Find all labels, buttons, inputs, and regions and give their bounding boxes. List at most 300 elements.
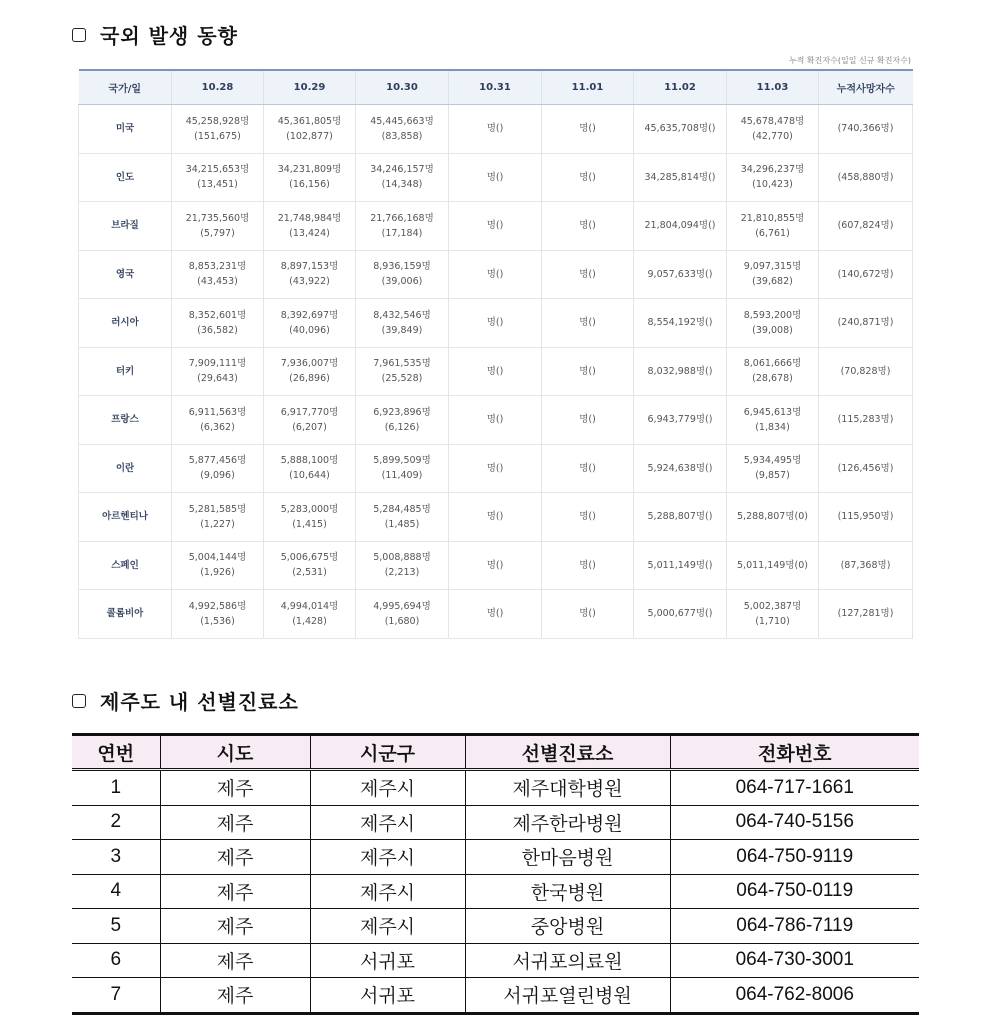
cumulative-count: 7,909,111명 xyxy=(188,358,247,370)
case-count-cell xyxy=(449,202,542,251)
cumulative-count: 5,284,485명 xyxy=(373,503,431,515)
case-count-cell xyxy=(727,590,819,639)
cumulative-count: 6,923,896명 xyxy=(373,406,431,418)
table-header-row xyxy=(72,735,919,770)
daily-new-count: (17,184) xyxy=(381,227,423,239)
case-count-cell xyxy=(449,396,542,445)
daily-new-count: (1,536) xyxy=(200,615,235,627)
cumulative-count: (140,672명) xyxy=(837,268,894,280)
country-cell: 터키 xyxy=(79,347,172,396)
case-count-cell xyxy=(542,250,634,299)
cumulative-count: 8,897,153명 xyxy=(280,261,339,273)
table-row xyxy=(79,493,913,542)
cumulative-count: 명() xyxy=(579,220,596,232)
cumulative-count: (115,283명) xyxy=(837,414,894,426)
cumulative-count: 명() xyxy=(579,559,596,571)
daily-new-count: (10,423) xyxy=(752,179,793,191)
daily-new-count: (1,415) xyxy=(292,518,327,530)
case-count-cell xyxy=(727,396,819,445)
cumulative-count: 명() xyxy=(486,171,504,183)
case-count-cell xyxy=(172,153,264,202)
daily-new-count: (14,348) xyxy=(381,179,423,191)
case-count-cell xyxy=(449,105,542,154)
case-count-cell xyxy=(819,105,913,154)
cumulative-count: 8,554,192명() xyxy=(647,317,713,329)
cumulative-count: 8,352,601명 xyxy=(188,309,247,321)
daily-new-count: (39,682) xyxy=(752,276,793,288)
case-count-cell xyxy=(356,299,449,348)
cumulative-count: (70,828명) xyxy=(840,365,891,377)
case-count-cell xyxy=(542,202,634,251)
case-count-cell xyxy=(819,541,913,590)
clinic-name-cell: 서귀포의료원 xyxy=(465,943,670,978)
header-cell: 전화번호 xyxy=(670,735,919,770)
case-count-cell xyxy=(819,250,913,299)
header-cell: 연번 xyxy=(72,735,160,770)
case-count-cell xyxy=(542,493,634,542)
case-count-cell xyxy=(449,444,542,493)
daily-new-count: (6,761) xyxy=(755,227,790,239)
table-row xyxy=(79,299,913,348)
case-count-cell xyxy=(542,590,634,639)
case-count-cell xyxy=(356,347,449,396)
case-count-cell xyxy=(172,347,264,396)
cumulative-count: 명() xyxy=(579,511,596,523)
clinic-name-cell: 제주대학병원 xyxy=(465,770,670,806)
header-cell: 시군구 xyxy=(310,735,465,770)
case-count-cell xyxy=(264,202,356,251)
case-count-cell xyxy=(542,105,634,154)
daily-new-count: (9,096) xyxy=(200,470,235,482)
country-cell: 프랑스 xyxy=(79,396,172,445)
row-number-cell: 5 xyxy=(72,909,160,944)
cumulative-count: 6,945,613명 xyxy=(743,406,802,418)
table-row xyxy=(79,396,913,445)
case-count-cell xyxy=(264,444,356,493)
cumulative-count: 7,936,007명 xyxy=(280,358,339,370)
table-row xyxy=(79,590,913,639)
header-cell: 11.02 xyxy=(634,70,727,105)
cumulative-count: 34,231,809명 xyxy=(277,164,342,176)
section-title-text: 제주도 내 선별진료소 xyxy=(100,690,299,714)
daily-new-count: (1,710) xyxy=(755,615,790,627)
cumulative-count: 명() xyxy=(486,317,504,329)
cumulative-count: (126,456명) xyxy=(837,462,894,474)
case-count-cell xyxy=(172,250,264,299)
daily-new-count: (83,858) xyxy=(381,130,423,142)
case-count-cell xyxy=(819,590,913,639)
case-count-cell xyxy=(356,105,449,154)
daily-new-count: (1,485) xyxy=(384,518,420,530)
table-row xyxy=(79,541,913,590)
header-cell: 11.01 xyxy=(542,70,634,105)
province-cell: 제주 xyxy=(160,805,310,840)
case-count-cell xyxy=(449,347,542,396)
table-row xyxy=(72,943,919,978)
daily-new-count: (43,922) xyxy=(289,276,330,288)
province-cell: 제주 xyxy=(160,840,310,875)
section-title-jeju-clinics xyxy=(72,686,299,715)
case-count-cell xyxy=(727,541,819,590)
table-row xyxy=(72,805,919,840)
daily-new-count: (39,006) xyxy=(381,276,423,288)
clinic-name-cell: 한국병원 xyxy=(465,874,670,909)
daily-new-count: (1,227) xyxy=(200,518,235,530)
cumulative-count: 명() xyxy=(579,608,596,620)
case-count-cell xyxy=(356,493,449,542)
case-count-cell xyxy=(727,347,819,396)
cumulative-count: 5,288,807명(0) xyxy=(737,511,808,523)
cumulative-count: 9,097,315명 xyxy=(743,261,802,273)
row-number-cell: 6 xyxy=(72,943,160,978)
cumulative-count: 5,011,149명(0) xyxy=(737,559,808,571)
section-title-international xyxy=(72,20,238,49)
table-row xyxy=(79,444,913,493)
country-cell: 러시아 xyxy=(79,299,172,348)
clinic-name-cell: 제주한라병원 xyxy=(465,805,670,840)
cumulative-count: 34,285,814명() xyxy=(644,171,716,183)
cumulative-count: 5,283,000명 xyxy=(280,503,339,515)
daily-new-count: (39,008) xyxy=(752,324,793,336)
cumulative-count: 명() xyxy=(486,559,504,571)
case-count-cell xyxy=(542,153,634,202)
cumulative-count: 8,853,231명 xyxy=(188,261,247,273)
country-cell: 브라질 xyxy=(79,202,172,251)
cumulative-count: 9,057,633명() xyxy=(647,268,713,280)
cumulative-count: 5,281,585명 xyxy=(188,503,247,515)
table-unit-note: 누적 확진자수(일일 신규 확진자수) xyxy=(788,56,911,65)
daily-new-count: (26,896) xyxy=(289,373,330,385)
case-count-cell xyxy=(819,202,913,251)
cumulative-count: 45,361,805명 xyxy=(277,115,342,127)
cumulative-count: 6,911,563명 xyxy=(188,406,247,418)
case-count-cell xyxy=(634,590,727,639)
cumulative-count: 명() xyxy=(579,171,596,183)
cumulative-count: 5,004,144명 xyxy=(188,552,247,564)
row-number-cell: 7 xyxy=(72,978,160,1014)
daily-new-count: (25,528) xyxy=(381,373,423,385)
case-count-cell xyxy=(172,105,264,154)
district-cell: 제주시 xyxy=(310,770,465,806)
case-count-cell xyxy=(264,396,356,445)
country-cell: 인도 xyxy=(79,153,172,202)
phone-number-cell: 064-750-0119 xyxy=(670,874,919,909)
header-cell: 10.30 xyxy=(356,70,449,105)
cumulative-count: 5,924,638명() xyxy=(647,462,713,474)
daily-new-count: (36,582) xyxy=(197,324,238,336)
clinic-name-cell: 서귀포열린병원 xyxy=(465,978,670,1014)
cumulative-count: 명() xyxy=(486,414,504,426)
district-cell: 제주시 xyxy=(310,874,465,909)
cumulative-count: 5,899,509명 xyxy=(373,455,431,467)
cumulative-count: 5,934,495명 xyxy=(743,455,802,467)
case-count-cell xyxy=(542,347,634,396)
daily-new-count: (9,857) xyxy=(755,470,790,482)
case-count-cell xyxy=(634,541,727,590)
case-count-cell xyxy=(542,444,634,493)
cumulative-count: 21,766,168명 xyxy=(370,212,434,224)
country-cell: 미국 xyxy=(79,105,172,154)
cumulative-count: 8,061,666명 xyxy=(743,358,802,370)
case-count-cell xyxy=(542,396,634,445)
cumulative-count: (458,880명) xyxy=(837,171,894,183)
case-count-cell xyxy=(727,444,819,493)
case-count-cell xyxy=(264,347,356,396)
phone-number-cell: 064-740-5156 xyxy=(670,805,919,840)
cumulative-count: (240,871명) xyxy=(837,317,894,329)
province-cell: 제주 xyxy=(160,909,310,944)
daily-new-count: (1,926) xyxy=(200,567,235,579)
district-cell: 서귀포 xyxy=(310,978,465,1014)
district-cell: 제주시 xyxy=(310,840,465,875)
case-count-cell xyxy=(172,590,264,639)
daily-new-count: (11,409) xyxy=(381,470,423,482)
case-count-cell xyxy=(449,153,542,202)
daily-new-count: (13,424) xyxy=(289,227,330,239)
cumulative-count: 명() xyxy=(486,268,504,280)
case-count-cell xyxy=(819,444,913,493)
cumulative-count: 45,635,708명() xyxy=(644,123,716,135)
province-cell: 제주 xyxy=(160,770,310,806)
case-count-cell xyxy=(264,541,356,590)
case-count-cell xyxy=(542,299,634,348)
cumulative-count: 8,936,159명 xyxy=(373,261,431,273)
cumulative-count: 8,432,546명 xyxy=(373,309,431,321)
case-count-cell xyxy=(172,396,264,445)
case-count-cell xyxy=(172,541,264,590)
case-count-cell xyxy=(634,396,727,445)
daily-new-count: (29,643) xyxy=(197,373,238,385)
phone-number-cell: 064-717-1661 xyxy=(670,770,919,806)
cumulative-count: 5,006,675명 xyxy=(280,552,339,564)
table-row xyxy=(72,840,919,875)
daily-new-count: (16,156) xyxy=(289,179,330,191)
table-row xyxy=(72,770,919,806)
case-count-cell xyxy=(264,250,356,299)
cumulative-count: 34,215,653명 xyxy=(185,164,250,176)
case-count-cell xyxy=(449,250,542,299)
case-count-cell xyxy=(634,105,727,154)
cumulative-count: 5,008,888명 xyxy=(373,552,431,564)
section-title-text: 국외 발생 동향 xyxy=(100,24,238,48)
table-row xyxy=(79,347,913,396)
cumulative-count: 21,810,855명 xyxy=(740,212,805,224)
phone-number-cell: 064-786-7119 xyxy=(670,909,919,944)
cumulative-count: 21,804,094명() xyxy=(644,220,716,232)
table-row xyxy=(72,978,919,1014)
case-count-cell xyxy=(449,299,542,348)
case-count-cell xyxy=(356,202,449,251)
country-cell: 이란 xyxy=(79,444,172,493)
header-cell: 시도 xyxy=(160,735,310,770)
case-count-cell xyxy=(634,493,727,542)
daily-new-count: (151,675) xyxy=(194,130,241,142)
country-cell: 아르헨티나 xyxy=(79,493,172,542)
case-count-cell xyxy=(727,299,819,348)
cumulative-count: 명() xyxy=(486,365,504,377)
cumulative-count: 5,888,100명 xyxy=(280,455,339,467)
case-count-cell xyxy=(356,541,449,590)
case-count-cell xyxy=(542,541,634,590)
district-cell: 제주시 xyxy=(310,805,465,840)
header-cell: 10.31 xyxy=(449,70,542,105)
cumulative-count: 6,943,779명() xyxy=(647,414,713,426)
cumulative-count: 21,748,984명 xyxy=(277,212,342,224)
checkbox-square-icon xyxy=(72,694,86,708)
daily-new-count: (102,877) xyxy=(286,130,333,142)
cumulative-count: 5,011,149명() xyxy=(647,559,713,571)
header-cell: 선별진료소 xyxy=(465,735,670,770)
country-cell: 스페인 xyxy=(79,541,172,590)
case-count-cell xyxy=(819,347,913,396)
daily-new-count: (1,680) xyxy=(384,615,420,627)
cumulative-count: 45,258,928명 xyxy=(185,115,250,127)
cumulative-count: (740,366명) xyxy=(837,123,894,135)
cumulative-count: 명() xyxy=(486,511,504,523)
daily-new-count: (2,213) xyxy=(384,567,420,579)
table-row xyxy=(79,153,913,202)
province-cell: 제주 xyxy=(160,943,310,978)
cumulative-count: 명() xyxy=(486,123,504,135)
row-number-cell: 1 xyxy=(72,770,160,806)
cumulative-count: 8,593,200명 xyxy=(743,309,802,321)
daily-new-count: (5,797) xyxy=(200,227,235,239)
cumulative-count: 명() xyxy=(486,220,504,232)
case-count-cell xyxy=(172,493,264,542)
cumulative-count: (607,824명) xyxy=(837,220,894,232)
row-number-cell: 4 xyxy=(72,874,160,909)
table-row xyxy=(79,202,913,251)
cumulative-count: 4,994,014명 xyxy=(280,600,339,612)
header-cell: 10.29 xyxy=(264,70,356,105)
cumulative-count: 8,392,697명 xyxy=(280,309,339,321)
case-count-cell xyxy=(356,396,449,445)
cumulative-count: 명() xyxy=(486,608,504,620)
district-cell: 제주시 xyxy=(310,909,465,944)
daily-new-count: (1,428) xyxy=(292,615,327,627)
case-count-cell xyxy=(172,202,264,251)
row-number-cell: 2 xyxy=(72,805,160,840)
case-count-cell xyxy=(449,493,542,542)
cumulative-count: 45,445,663명 xyxy=(370,115,434,127)
checkbox-square-icon xyxy=(72,28,86,42)
cumulative-count: (115,950명) xyxy=(837,511,894,523)
case-count-cell xyxy=(634,202,727,251)
cumulative-count: 5,288,807명() xyxy=(647,511,713,523)
cumulative-count: (87,368명) xyxy=(840,559,891,571)
case-count-cell xyxy=(634,347,727,396)
case-count-cell xyxy=(264,299,356,348)
cumulative-count: 5,002,387명 xyxy=(743,600,802,612)
case-count-cell xyxy=(819,153,913,202)
cumulative-count: 명() xyxy=(579,462,596,474)
table-row xyxy=(72,909,919,944)
header-cell: 10.28 xyxy=(172,70,264,105)
case-count-cell xyxy=(264,493,356,542)
cumulative-count: 6,917,770명 xyxy=(280,406,339,418)
phone-number-cell: 064-750-9119 xyxy=(670,840,919,875)
case-count-cell xyxy=(449,590,542,639)
daily-new-count: (6,126) xyxy=(384,421,420,433)
case-count-cell xyxy=(356,153,449,202)
case-count-cell xyxy=(727,105,819,154)
cumulative-count: 34,246,157명 xyxy=(370,164,434,176)
phone-number-cell: 064-730-3001 xyxy=(670,943,919,978)
daily-new-count: (6,207) xyxy=(292,421,327,433)
cumulative-count: 명() xyxy=(579,414,596,426)
case-count-cell xyxy=(727,153,819,202)
table-row xyxy=(72,874,919,909)
case-count-cell xyxy=(264,590,356,639)
international-cases-table xyxy=(78,69,913,639)
daily-new-count: (2,531) xyxy=(292,567,327,579)
province-cell: 제주 xyxy=(160,978,310,1014)
table-row xyxy=(79,105,913,154)
province-cell: 제주 xyxy=(160,874,310,909)
cumulative-count: 명() xyxy=(579,365,596,377)
case-count-cell xyxy=(449,541,542,590)
case-count-cell xyxy=(727,202,819,251)
cumulative-count: 4,992,586명 xyxy=(188,600,247,612)
header-cell: 국가/일 xyxy=(79,70,172,105)
case-count-cell xyxy=(356,250,449,299)
case-count-cell xyxy=(727,493,819,542)
cumulative-count: 명() xyxy=(579,268,596,280)
case-count-cell xyxy=(264,105,356,154)
header-cell: 11.03 xyxy=(727,70,819,105)
case-count-cell xyxy=(819,493,913,542)
cumulative-count: 45,678,478명 xyxy=(740,115,805,127)
case-count-cell xyxy=(356,444,449,493)
daily-new-count: (28,678) xyxy=(752,373,793,385)
daily-new-count: (42,770) xyxy=(752,130,793,142)
cumulative-count: 8,032,988명() xyxy=(647,365,713,377)
cumulative-count: 34,296,237명 xyxy=(740,164,805,176)
daily-new-count: (40,096) xyxy=(289,324,330,336)
daily-new-count: (10,644) xyxy=(289,470,330,482)
cumulative-count: 21,735,560명 xyxy=(185,212,250,224)
cumulative-count: 명() xyxy=(486,462,504,474)
daily-new-count: (6,362) xyxy=(200,421,235,433)
daily-new-count: (39,849) xyxy=(381,324,423,336)
daily-new-count: (43,453) xyxy=(197,276,238,288)
clinic-name-cell: 한마음병원 xyxy=(465,840,670,875)
case-count-cell xyxy=(634,250,727,299)
case-count-cell xyxy=(172,444,264,493)
case-count-cell xyxy=(634,444,727,493)
case-count-cell xyxy=(634,299,727,348)
daily-new-count: (13,451) xyxy=(197,179,238,191)
cumulative-count: 5,877,456명 xyxy=(188,455,247,467)
district-cell: 서귀포 xyxy=(310,943,465,978)
header-cell: 누적사망자수 xyxy=(819,70,913,105)
cumulative-count: 7,961,535명 xyxy=(373,358,431,370)
case-count-cell xyxy=(634,153,727,202)
row-number-cell: 3 xyxy=(72,840,160,875)
case-count-cell xyxy=(172,299,264,348)
cumulative-count: 명() xyxy=(579,317,596,329)
case-count-cell xyxy=(264,153,356,202)
phone-number-cell: 064-762-8006 xyxy=(670,978,919,1014)
case-count-cell xyxy=(356,590,449,639)
table-row xyxy=(79,250,913,299)
case-count-cell xyxy=(819,299,913,348)
clinic-name-cell: 중앙병원 xyxy=(465,909,670,944)
screening-clinic-table xyxy=(72,733,919,1015)
case-count-cell xyxy=(727,250,819,299)
case-count-cell xyxy=(819,396,913,445)
daily-new-count: (1,834) xyxy=(755,421,790,433)
